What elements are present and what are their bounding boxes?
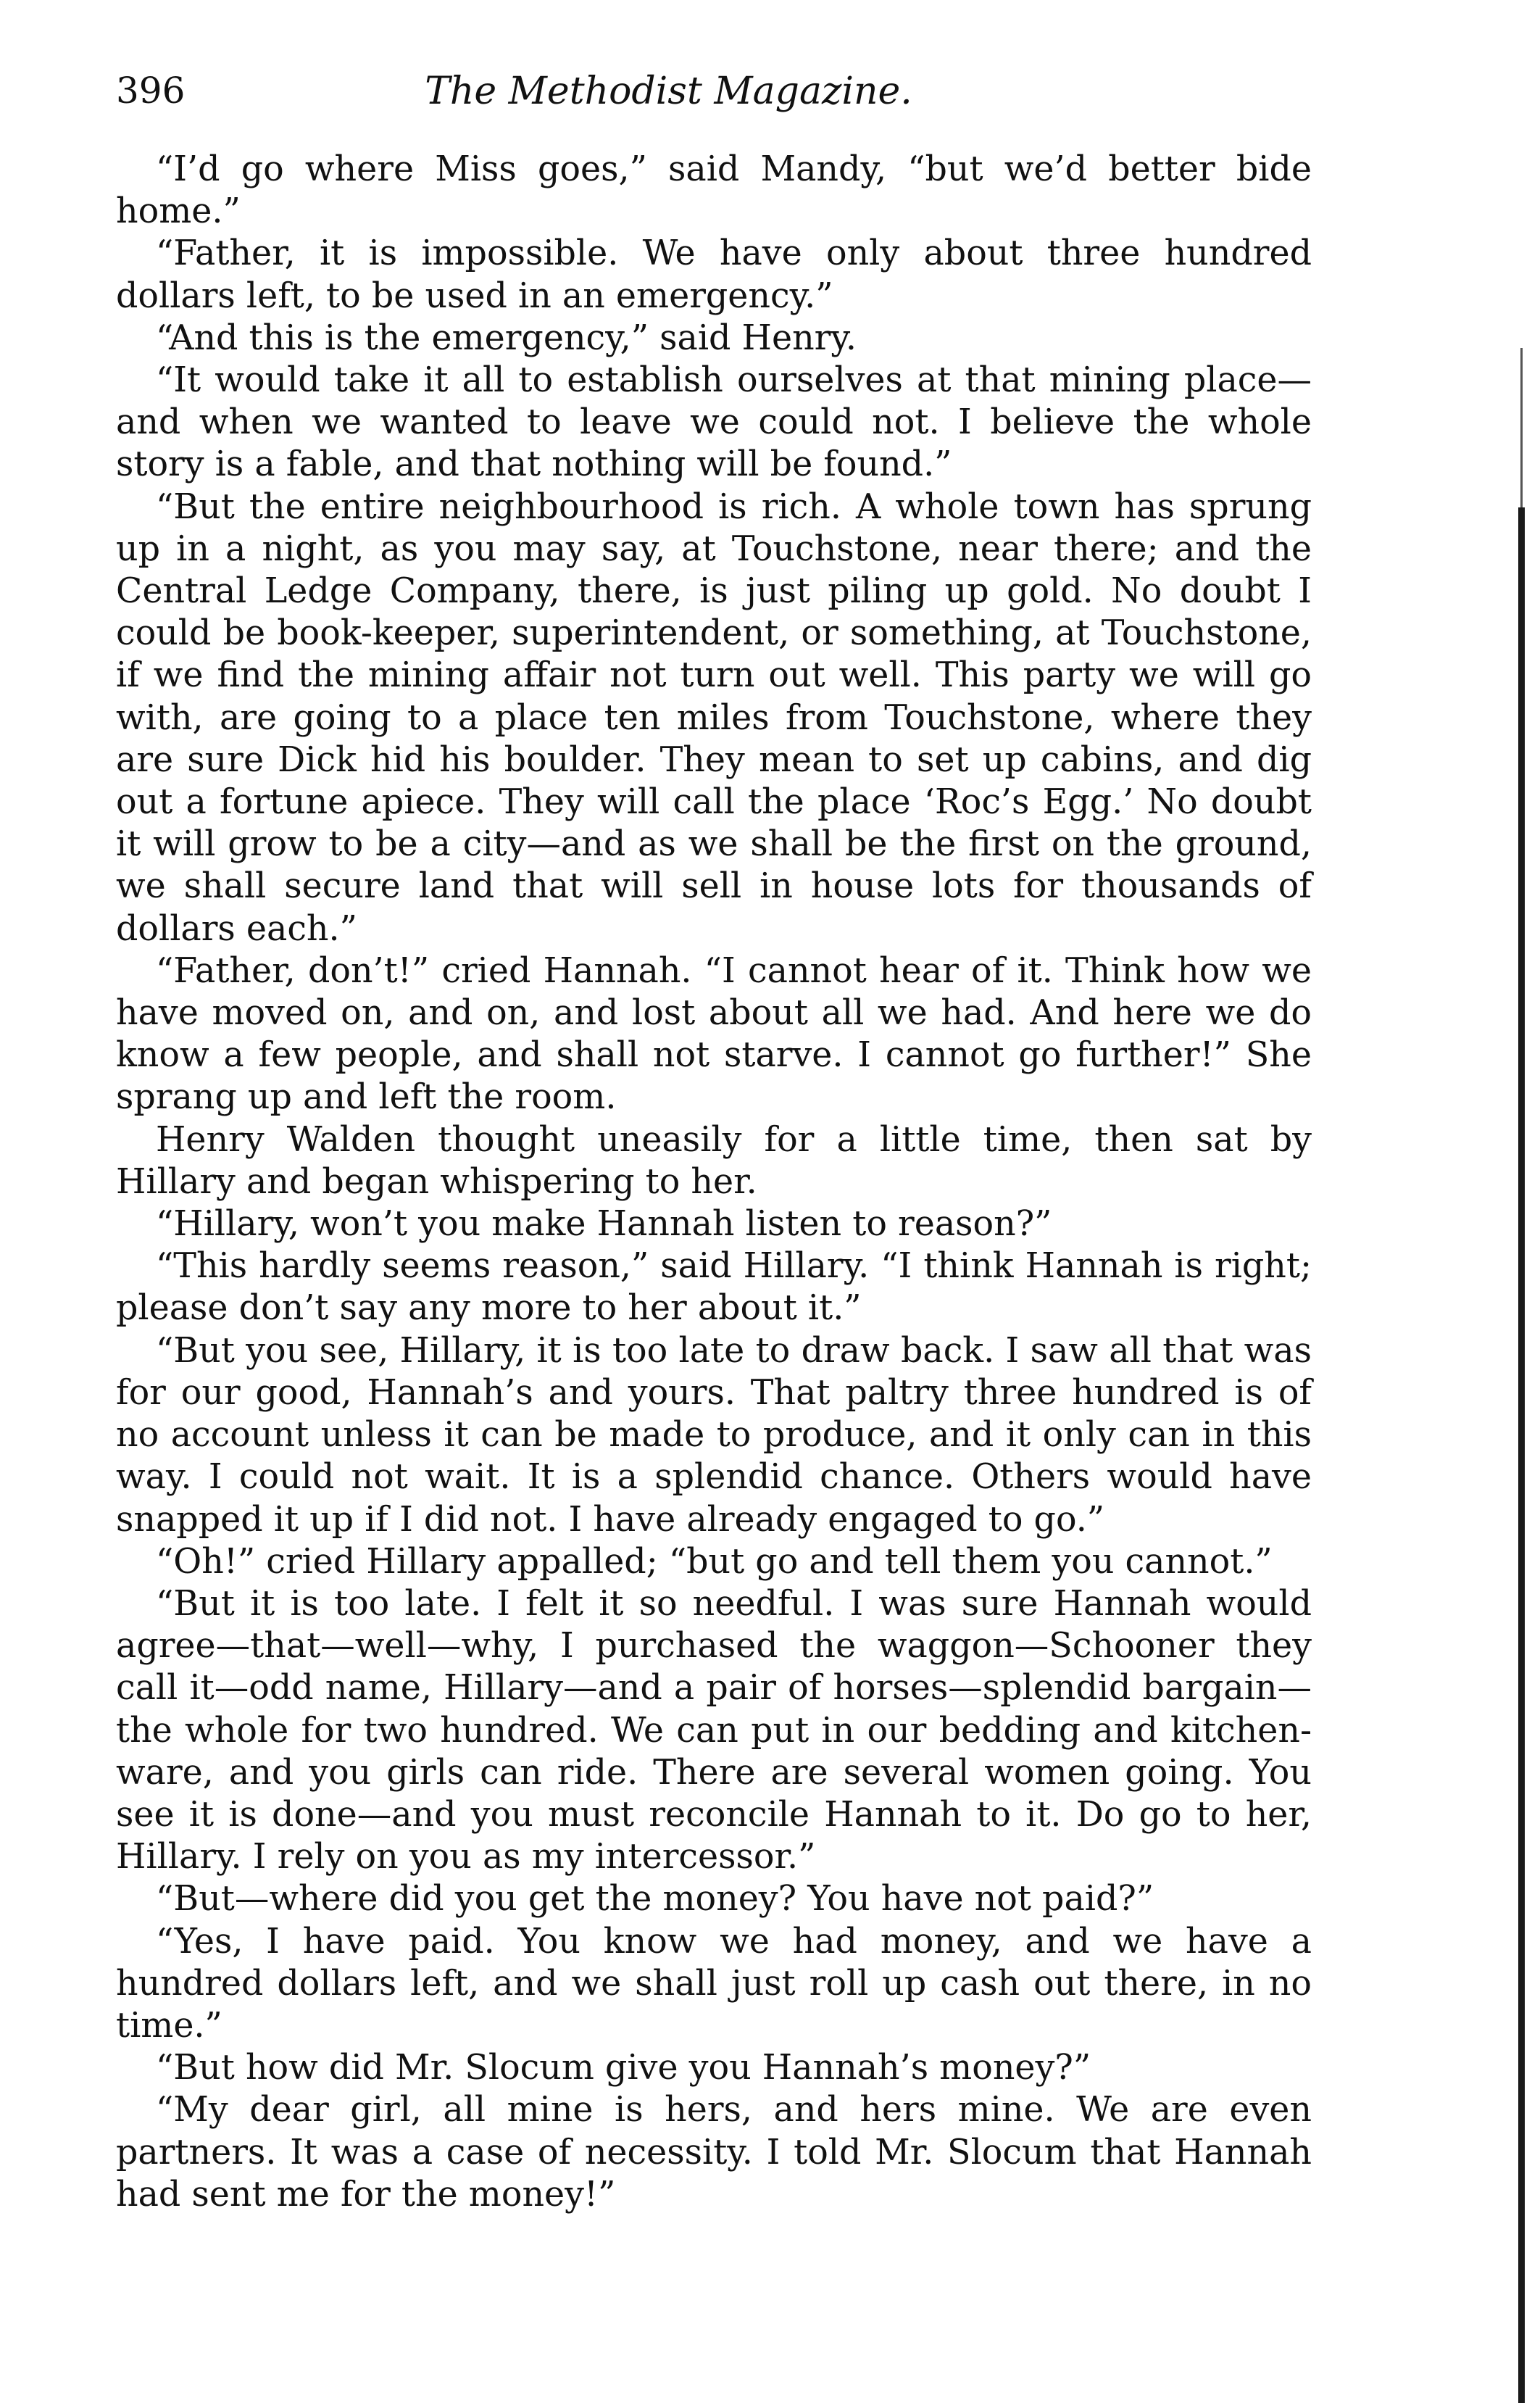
paragraph: “I’d go where Miss goes,” said Mandy, “but we’d better bide home.” (116, 149, 1312, 232)
paragraph: “But you see, Hillary, it is too late to draw back. I saw all that was for our good, Hannah’s and yours. That paltry three hundred is of no account unless it can be made to produce, and it only can in this way. I could not wait. It is a splendid chance. Others would have snapped it up if I did not. I have already engaged to go.” (116, 1330, 1312, 1540)
page-edge-shadow-faint (1520, 348, 1523, 507)
paragraph: “This hardly seems reason,” said Hillary. “I think Hannah is right; please don’t say any more to her about it.” (116, 1246, 1312, 1329)
paragraph: “It would take it all to establish ourselves at that mining place—and when we wanted to leave we could not. I believe the whole story is a fable, and that nothing will be found.” (116, 360, 1312, 485)
paragraph: “But—where did you get the money? You have not paid?” (156, 1879, 1154, 1920)
running-title: The Methodist Magazine. (425, 70, 912, 113)
paragraph: “But it is too late. I felt it so needful. I was sure Hannah would agree—that—well—why, I purchased the waggon—Schooner they call it—odd name, Hillary—and a pair of horses—splendid bargain—the whole for two hundred. We can put in our bedding and kitchen-ware, and you girls can ride. There are several women going. You see it is done—and you must reconcile Hannah to it. Do go to her, Hillary. I rely on you as my intercessor.” (116, 1583, 1312, 1877)
paragraph: “Father, don’t!” cried Hannah. “I cannot hear of it. Think how we have moved on, and on, and lost about all we had. And here we do know a few people, and shall not starve. I cannot go further!” She sprang up and left the room. (116, 950, 1312, 1118)
page-number: 396 (116, 70, 186, 112)
paragraph: “Father, it is impossible. We have only about three hundred dollars left, to be used in an emergency.” (116, 233, 1312, 316)
paragraph: “Oh!” cried Hillary appalled; “but go and tell them you cannot.” (156, 1541, 1273, 1582)
article-body (116, 149, 1312, 2216)
paragraph: “My dear girl, all mine is hers, and hers mine. We are even partners. It was a case of necessity. I told Mr. Slocum that Hannah had sent me for the money!” (116, 2090, 1312, 2215)
page-edge-shadow (1518, 507, 1525, 2403)
paragraph: “And this is the emergency,” said Henry. (156, 318, 857, 358)
paragraph: “Hillary, won’t you make Hannah listen to reason?” (156, 1204, 1052, 1245)
paragraph: “Yes, I have paid. You know we had money, and we have a hundred dollars left, and we shall just roll up cash out there, in no time.” (116, 1921, 1312, 2046)
paragraph: “But the entire neighbourhood is rich. A whole town has sprung up in a night, as you may say, at Touchstone, near there; and the Central Ledge Company, there, is just piling up gold. No doubt I could be book-keeper, superintendent, or something, at Touchstone, if we find the mining affair not turn out well. This party we will go with, are going to a place ten miles from Touchstone, where they are sure Dick hid his boulder. They mean to set up cabins, and dig out a fortune apiece. They will call the place ‘Roc’s Egg.’ No doubt it will grow to be a city—and as we shall be the first on the ground, we shall secure land that will sell in house lots for thousands of dollars each.” (116, 486, 1312, 949)
paragraph: Henry Walden thought uneasily for a little time, then sat by Hillary and began whispering to her. (116, 1119, 1312, 1202)
paragraph: “But how did Mr. Slocum give you Hannah’s money?” (156, 2048, 1091, 2088)
